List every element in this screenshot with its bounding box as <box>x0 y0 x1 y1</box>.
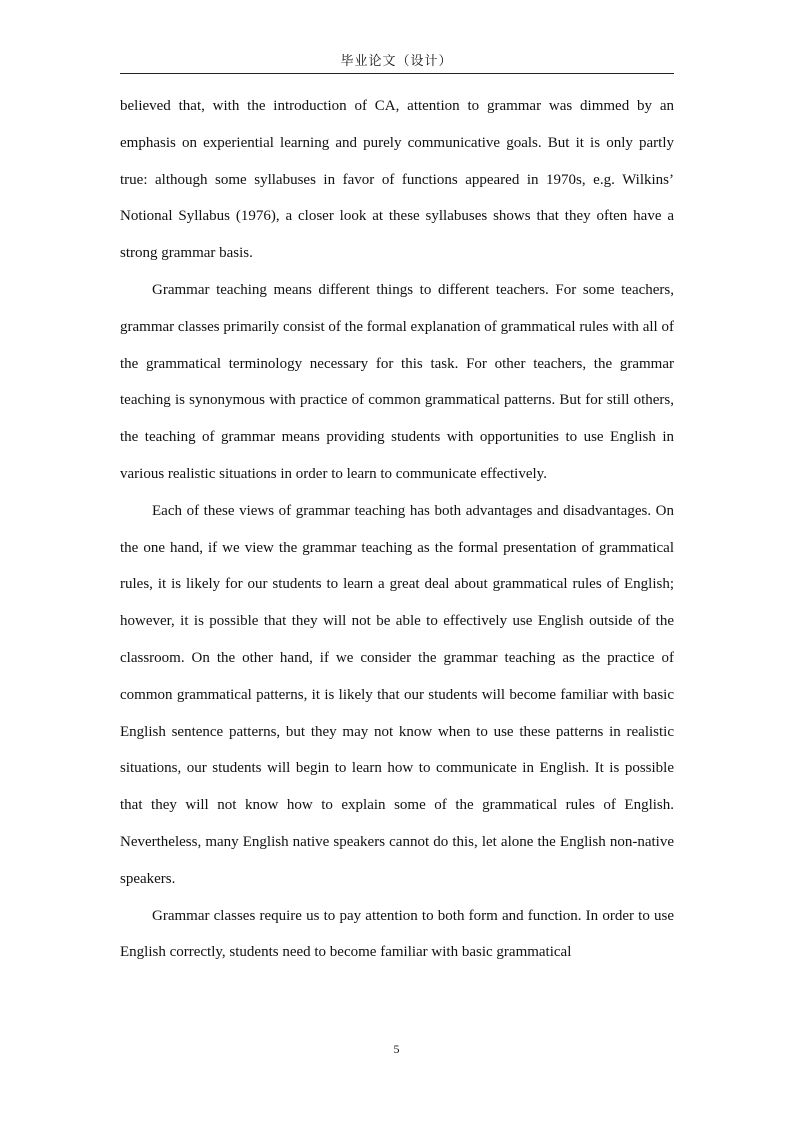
running-header: 毕业论文（设计） <box>340 54 453 69</box>
page-number: 5 <box>393 1042 400 1056</box>
header-divider <box>120 73 674 74</box>
paragraph-advantages-disadvantages: Each of these views of grammar teaching has both advantages and disadvantages. On the one hand, if we view the grammar teaching as the formal presentation of grammatical rules, it is likely for our students to learn a great deal about grammatical rules of English; however, it is possible that they will not be able to effectively use English outside of the classroom. On the other hand, if we consider the grammar teaching as the practice of common grammatical patterns, it is likely that our students will become familiar with basic English sentence patterns, but they may not know when to use these patterns in realistic situations, our students will begin to learn how to communicate in English. It is possible that they will not know how to explain some of the grammatical rules of English. Nevertheless, many English native speakers cannot do this, let alone the English non-native speakers. <box>120 502 674 887</box>
paragraph-grammar-teaching-meanings: Grammar teaching means different things to different teachers. For some teachers, grammar classes primarily consist of the formal explanation of grammatical rules with all of the grammatical terminology necessary for this task. For other teachers, the grammar teaching is synonymous with practice of common grammatical patterns. But for still others, the teaching of grammar means providing students with opportunities to use English in various realistic situations in order to learn to communicate effectively. <box>120 281 674 482</box>
paragraph-form-and-function: Grammar classes require us to pay attention to both form and function. In order to use English correctly, students need to become familiar with basic grammatical <box>120 907 674 961</box>
paragraph-continuation: believed that, with the introduction of CA, attention to grammar was dimmed by an emphasis on experiential learning and purely communicative goals. But it is only partly true: although some syllabuses in favor of functions appeared in 1970s, e.g. Wilkins’ Notional Syllabus (1976), a closer look at these syllabuses shows that they often have a strong grammar basis. <box>120 98 674 262</box>
document-body <box>120 88 674 971</box>
